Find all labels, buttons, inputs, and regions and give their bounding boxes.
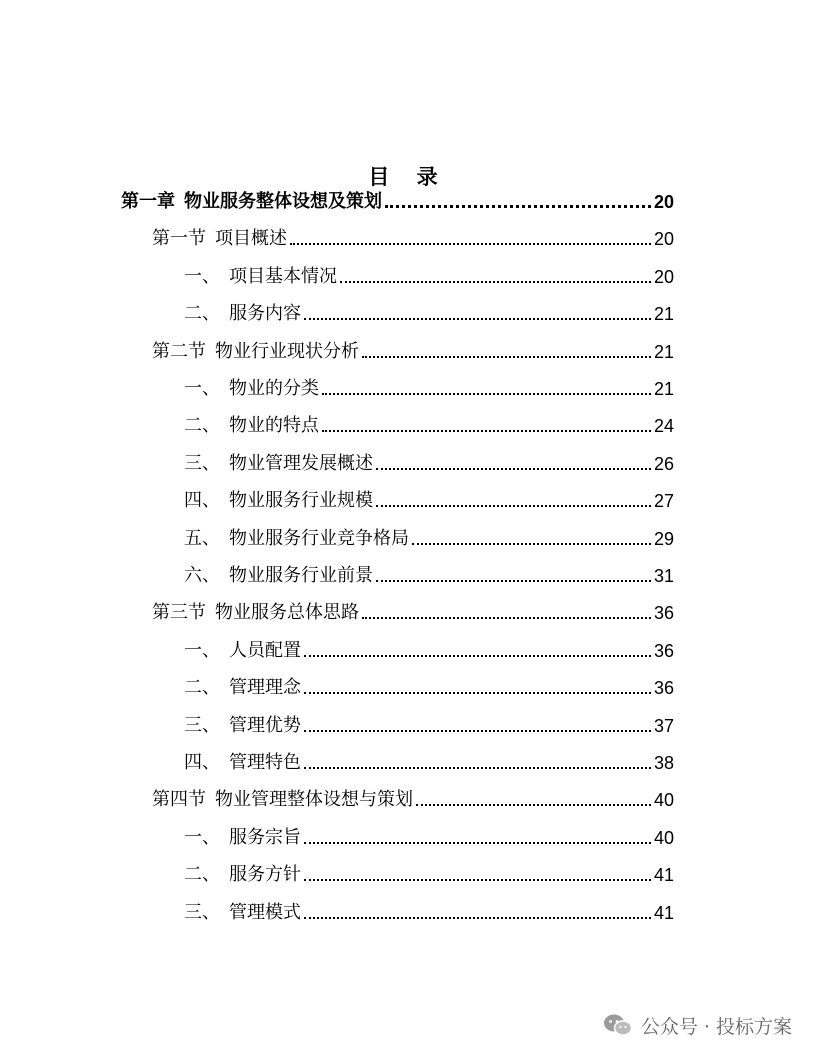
toc-entry-number: 二、 [184, 415, 220, 437]
toc-entry-label [184, 565, 373, 587]
toc-entry-label [184, 490, 373, 512]
toc-entry [152, 333, 674, 363]
toc-dot-leader [290, 243, 651, 245]
toc-dot-leader [304, 655, 651, 657]
toc-page-number: 20 [653, 266, 674, 287]
toc-entry-label [184, 415, 319, 437]
toc-page-number: 38 [653, 753, 674, 773]
toc-entry-label [184, 453, 373, 475]
toc-entry-label [184, 528, 409, 550]
toc-page-number: 26 [653, 453, 674, 474]
toc-dot-leader [304, 842, 651, 844]
toc-entry [184, 407, 674, 437]
toc-dot-leader [304, 917, 651, 919]
toc-page-number: 29 [653, 528, 674, 549]
toc-page-number: 36 [653, 678, 674, 699]
toc-entry-text: 管理特色 [229, 752, 301, 773]
toc-entry-number: 二、 [184, 677, 220, 699]
toc-entry-label [184, 677, 301, 699]
toc-entry-number: 三、 [184, 714, 220, 736]
toc-entry-text: 物业的特点 [229, 415, 319, 437]
toc-entry-label [184, 266, 337, 288]
toc-entry-number: 四、 [184, 490, 220, 512]
toc-dot-leader [340, 281, 651, 283]
toc-entry-label [184, 864, 301, 886]
toc-dot-leader [376, 580, 651, 582]
toc-page-number: 41 [653, 865, 674, 886]
toc-entry-label [152, 341, 359, 363]
toc-page-number: 41 [653, 902, 674, 923]
toc-entry-label [184, 378, 319, 400]
toc-dot-leader [362, 617, 651, 619]
toc-entry [184, 819, 674, 849]
toc-entry-number: 一、 [184, 378, 220, 399]
toc-entry [184, 520, 674, 550]
toc-page-number: 36 [653, 603, 674, 624]
toc-entry-number: 三、 [184, 901, 220, 923]
toc-entry-label [184, 303, 301, 325]
toc-page-number: 40 [653, 827, 674, 848]
toc-dot-leader [322, 430, 651, 432]
toc-entry-number: 第一章 [121, 191, 175, 212]
toc-dot-leader [416, 804, 651, 806]
toc-entry-number: 一、 [184, 265, 220, 287]
toc-entry-number: 五、 [184, 527, 220, 549]
toc-entry [152, 594, 674, 624]
toc-entry-label [184, 715, 301, 737]
toc-entry-number: 第二节 [152, 340, 206, 362]
toc-entry-label [184, 640, 301, 662]
toc-entry-number: 四、 [184, 752, 220, 773]
toc-entry-number: 二、 [184, 864, 220, 886]
toc-entry-label [152, 789, 413, 811]
toc-title: 目 录 [368, 164, 448, 190]
toc-entry [184, 632, 674, 662]
toc-entry-label [152, 228, 287, 250]
toc-page-number: 24 [653, 416, 674, 437]
toc-dot-leader [304, 767, 651, 769]
toc-entry-text: 项目基本情况 [229, 265, 337, 287]
toc-page-number: 21 [653, 379, 674, 399]
toc-entry-number: 一、 [184, 826, 220, 848]
wechat-icon [603, 1013, 633, 1037]
toc-dot-leader [412, 543, 651, 545]
toc-entry-number: 一、 [184, 639, 220, 661]
toc-entry-text: 服务内容 [229, 303, 301, 325]
toc-entry-label [184, 752, 301, 774]
toc-dot-leader [304, 318, 651, 320]
toc-entry-text: 物业管理发展概述 [229, 452, 373, 474]
toc-page-number: 20 [653, 192, 674, 212]
toc-entry-text: 物业服务行业竞争格局 [229, 527, 409, 549]
toc-page-number: 31 [653, 566, 674, 586]
toc-dot-leader [362, 356, 651, 358]
toc-entry [184, 856, 674, 886]
toc-dot-leader [385, 205, 651, 208]
toc-entry [184, 295, 674, 325]
toc-entry [184, 482, 674, 512]
toc-entry-text: 管理模式 [229, 901, 301, 923]
toc-entry-text: 物业管理整体设想与策划 [215, 789, 413, 811]
toc-entry-number: 第四节 [152, 789, 206, 811]
toc-entry-number: 三、 [184, 452, 220, 474]
toc-entry-number: 第一节 [152, 228, 206, 250]
toc-entry [184, 258, 674, 288]
toc-entry-number: 二、 [184, 303, 220, 325]
toc-entry-text: 物业行业现状分析 [215, 340, 359, 362]
toc-entry [152, 220, 674, 250]
toc-page-number: 27 [653, 491, 674, 512]
toc-page-number: 21 [653, 341, 674, 362]
toc-dot-leader [322, 393, 651, 395]
toc-entry-number: 第三节 [152, 602, 206, 624]
toc-entry-label [152, 602, 359, 624]
toc-entry [184, 557, 674, 587]
toc-page-number: 21 [653, 304, 674, 325]
toc-entry [184, 707, 674, 737]
toc-entry-text: 管理理念 [229, 677, 301, 699]
toc-entry-text: 服务方针 [229, 864, 301, 886]
toc-entry [184, 894, 674, 924]
toc-entry-text: 服务宗旨 [229, 826, 301, 848]
toc-page-number: 20 [653, 229, 674, 250]
toc-entry-text: 人员配置 [229, 639, 301, 661]
toc-entry [184, 370, 674, 400]
toc-entry [152, 781, 674, 811]
toc-dot-leader [304, 879, 651, 881]
toc-dot-leader [376, 505, 651, 507]
watermark-text: 公众号 · 投标方案 [640, 1015, 792, 1038]
toc-entry-text: 物业服务总体思路 [215, 602, 359, 624]
toc-entry-text: 物业服务整体设想及策划 [184, 191, 382, 212]
watermark [603, 1010, 792, 1040]
toc-entry-text: 物业服务行业规模 [229, 490, 373, 512]
toc-entry [184, 669, 674, 699]
toc-entry-label [184, 827, 301, 849]
toc-entry-text: 管理优势 [229, 714, 301, 736]
toc-entry [184, 445, 674, 475]
toc-entry-number: 六、 [184, 565, 220, 586]
toc-entry-text: 物业服务行业前景 [229, 565, 373, 586]
toc-entry [121, 183, 674, 213]
toc-page-number: 36 [653, 640, 674, 661]
toc-page-number: 40 [653, 790, 674, 811]
toc-entry-label [121, 191, 382, 213]
toc-entry-text: 物业的分类 [229, 378, 319, 399]
toc-dot-leader [376, 468, 651, 470]
toc-entry [184, 744, 674, 774]
toc-entry-text: 项目概述 [215, 228, 287, 250]
toc-dot-leader [304, 730, 651, 732]
toc-page-number: 37 [653, 715, 674, 736]
toc-dot-leader [304, 692, 651, 694]
toc-entry-label [184, 902, 301, 924]
